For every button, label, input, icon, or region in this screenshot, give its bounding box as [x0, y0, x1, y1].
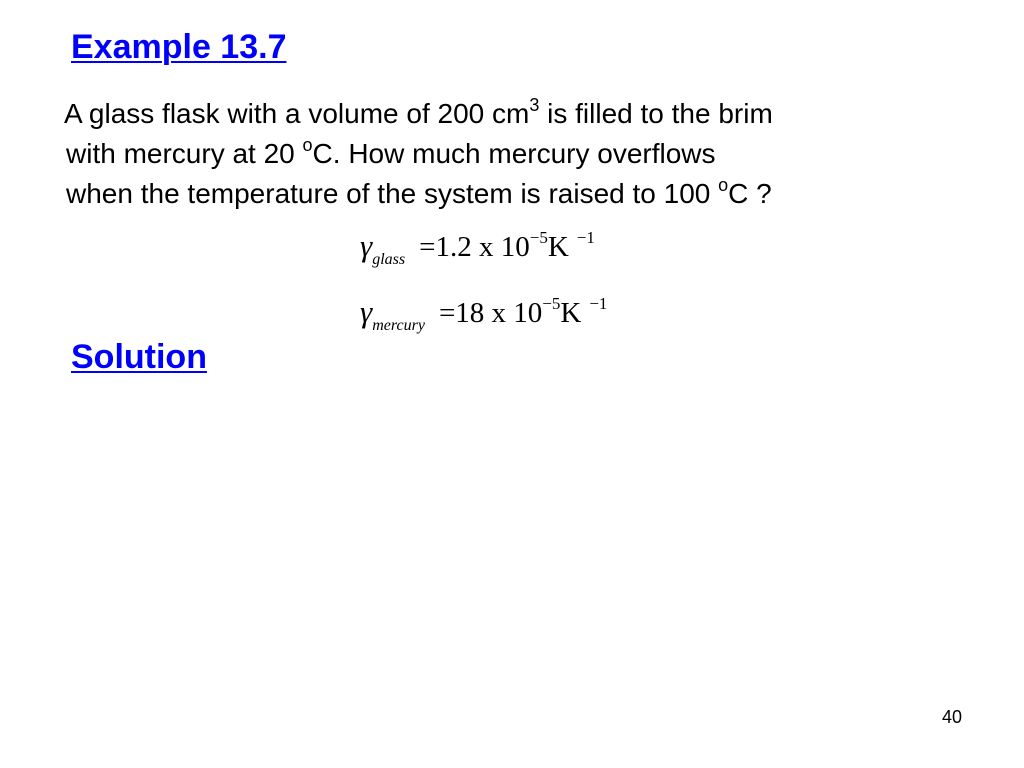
- problem-line-2: with mercury at 20 $^o$C. How much mercury overflows: [66, 134, 716, 169]
- unit-exponent: −1: [576, 228, 595, 247]
- problem-line-1: A glass flask with a volume of 200 $cm^3$ is filled to the brim: [64, 94, 773, 129]
- solution-heading: Solution: [71, 338, 207, 376]
- equation-subscript: mercury: [372, 317, 425, 334]
- slide-title: Example 13.7: [71, 28, 287, 66]
- equation-gamma-mercury: [360, 294, 607, 336]
- equation-gamma-glass: [360, 228, 595, 270]
- equals-sign: =: [438, 297, 456, 329]
- gamma-symbol: γ: [360, 294, 373, 329]
- unit: K: [560, 297, 582, 329]
- problem-statement: [64, 94, 964, 214]
- equation-subscript: glass: [372, 251, 406, 268]
- problem-line-3: when the temperature of the system is raised to 100 $^o$C ?: [66, 174, 772, 209]
- unit-exponent: −1: [589, 294, 608, 313]
- power-exponent: −5: [529, 228, 548, 247]
- power-exponent: −5: [542, 294, 561, 313]
- gamma-symbol: γ: [360, 228, 373, 263]
- page-number: 40: [941, 707, 962, 727]
- equation-coefficient: 18 x 10: [455, 297, 543, 329]
- equation-coefficient: 1.2 x 10: [435, 231, 530, 263]
- unit: K: [547, 231, 569, 263]
- equals-sign: =: [419, 231, 436, 263]
